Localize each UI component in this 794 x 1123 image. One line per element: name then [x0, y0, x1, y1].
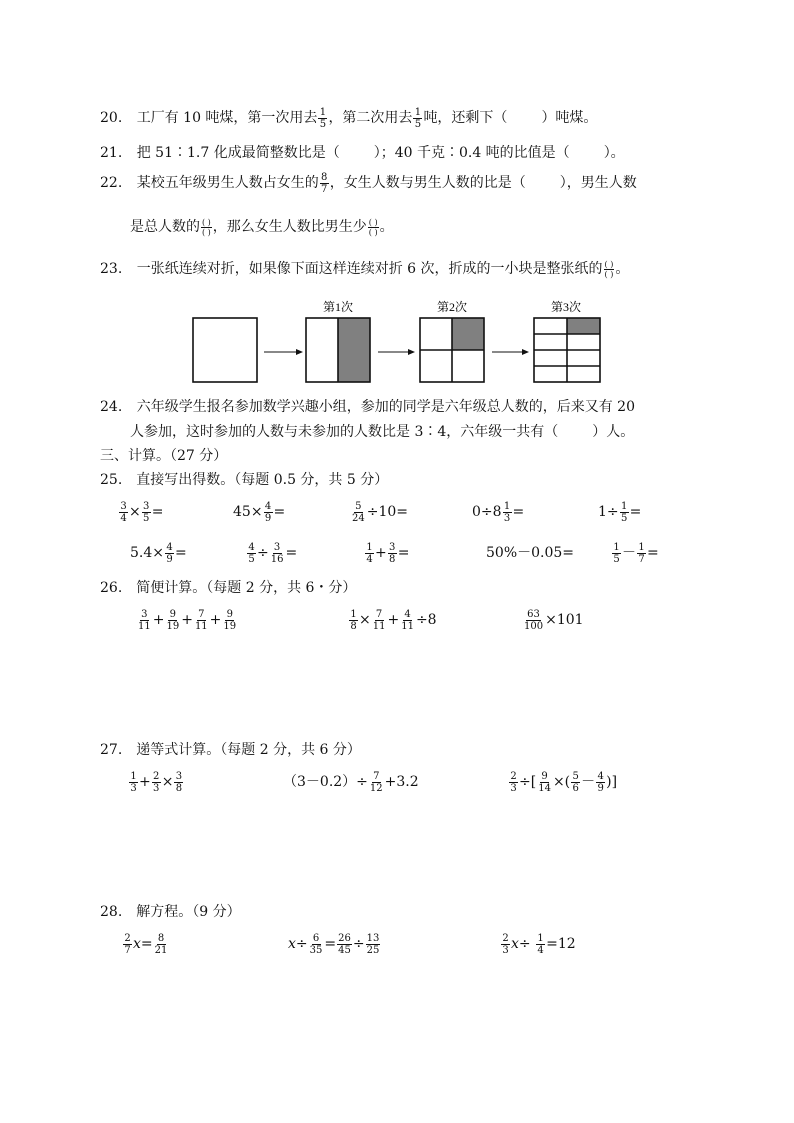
question-number: 22. [100, 175, 123, 191]
question-23: 23. 一张纸连续对折，如果像下面这样连续对折 6 次，折成的一小块是整张纸的 ( ) ( ) 。 [100, 259, 630, 279]
question-number: 23. [100, 261, 123, 277]
answer-fraction-blank[interactable]: ( ) ( ) [604, 259, 614, 279]
fraction: $\frac{1}{5}$ [414, 106, 422, 130]
fraction: $\frac{8}{7}$ [321, 171, 328, 195]
question-21: 21. 把 51∶1.7 化成最简整数比是（ ）；40 千克∶0.4 吨的比值是（ ）。 [100, 145, 625, 161]
equation-3: $\frac{2}{3}$ x÷ $\frac{1}{4}$ =12 [502, 932, 576, 956]
arrow-icon [492, 349, 529, 355]
mental-math-6: 5.4× $\frac{4}{9}$ = [130, 541, 187, 565]
simplify-expression-3: $\frac{63}{100}$ ×101 [524, 608, 584, 632]
step-calculation-1: $\frac{1}{3}$ + $\frac{2}{3}$ × $\frac{3}{8}$ [130, 770, 183, 794]
equation-2: x÷ $\frac{6}{35}$ = $\frac{26}{45}$ ÷ $\frac{13}{25}$ [288, 932, 380, 956]
mental-math-1: $\frac{3}{4}$ × $\frac{3}{5}$ = [120, 500, 164, 524]
question-24-line-2: 人参加，这时参加的人数与未参加的人数比是 3∶4，六年级一共有（ ）人。 [130, 424, 635, 440]
fold-label-3: 第3次 [550, 300, 582, 314]
paper-folding-diagram [192, 296, 612, 388]
arrow-icon [264, 349, 303, 355]
mental-math-4: 0÷8 $\frac{1}{3}$ = [472, 500, 525, 524]
mental-math-10: $\frac{1}{5}$ － $\frac{1}{7}$ = [613, 541, 659, 565]
fold-3-shaded-eighth [567, 318, 600, 334]
unfolded-square [193, 318, 257, 382]
question-22: 22. 某校五年级男生人数占女生的 $\frac{8}{7}$ ，女生人数与男生人数的比是（ ），男生人数 [100, 171, 637, 195]
question-number: 20. [100, 110, 123, 126]
simplify-expression-1: $\frac{3}{11}$ + $\frac{9}{19}$ + $\frac{7}{11}$ + $\frac{9}{19}$ [138, 608, 237, 632]
question-27-title: 27. 递等式计算。（每题 2 分，共 6 分） [100, 742, 361, 758]
fold-2-shaded-quarter [452, 318, 484, 350]
equation-1: $\frac{2}{7}$ x= $\frac{8}{21}$ [124, 932, 168, 956]
fraction: $\frac{1}{5}$ [319, 106, 327, 130]
question-text: 工厂有 10 吨煤，第一次用去 [136, 110, 318, 126]
fold-label-1: 第1次 [322, 300, 354, 314]
question-25-title: 25. 直接写出得数。（每题 0.5 分，共 5 分） [100, 472, 389, 488]
fold-1-shaded-half [338, 318, 370, 382]
mental-math-9: 50%－0.05= [486, 545, 575, 561]
step-calculation-2: （3－0.2）÷ $\frac{7}{12}$ +3.2 [283, 770, 419, 794]
question-24: 24. 六年级学生报名参加数学兴趣小组，参加的同学是六年级总人数的，后来又有 20 [100, 399, 635, 415]
fold-label-2: 第2次 [436, 300, 468, 314]
step-calculation-3: $\frac{2}{3}$ ÷[ $\frac{9}{14}$ ×( $\frac{5}{6}$ － $\frac{4}{9}$ )] [510, 770, 618, 794]
simplify-expression-2: $\frac{1}{8}$ × $\frac{7}{11}$ + $\frac{4}{11}$ ÷8 [350, 608, 437, 632]
question-28-title: 28. 解方程。（9 分） [100, 904, 241, 920]
mental-math-2: 45× $\frac{4}{9}$ = [233, 500, 286, 524]
arrow-icon [378, 349, 415, 355]
question-22-line-2: 是总人数的 ( ) ( ) ，那么女生人数比男生少 ( ) ( ) 。 [130, 217, 394, 237]
question-26-title: 26. 简便计算。（每题 2 分，共 6・分） [100, 580, 357, 596]
answer-fraction-blank[interactable]: ( ) ( ) [202, 217, 211, 237]
answer-fraction-blank[interactable]: ( ) ( ) [368, 217, 378, 237]
mental-math-7: $\frac{4}{5}$ ÷ $\frac{3}{16}$ = [248, 541, 298, 565]
mental-math-3: $\frac{5}{24}$ ÷10= [352, 500, 409, 524]
question-number: 24. [100, 399, 123, 415]
question-20: 20. 工厂有 10 吨煤，第一次用去 $\frac{1}{5}$ ，第二次用去 $\frac{1}{5}$ 吨，还剩下（ ）吨煤。 [100, 106, 598, 130]
question-number: 21. [100, 145, 123, 161]
mental-math-8: $\frac{1}{4}$ + $\frac{3}{8}$ = [366, 541, 410, 565]
mental-math-5: 1÷ $\frac{1}{5}$ = [598, 500, 642, 524]
section-heading: 三、计算。（27 分） [100, 448, 228, 464]
